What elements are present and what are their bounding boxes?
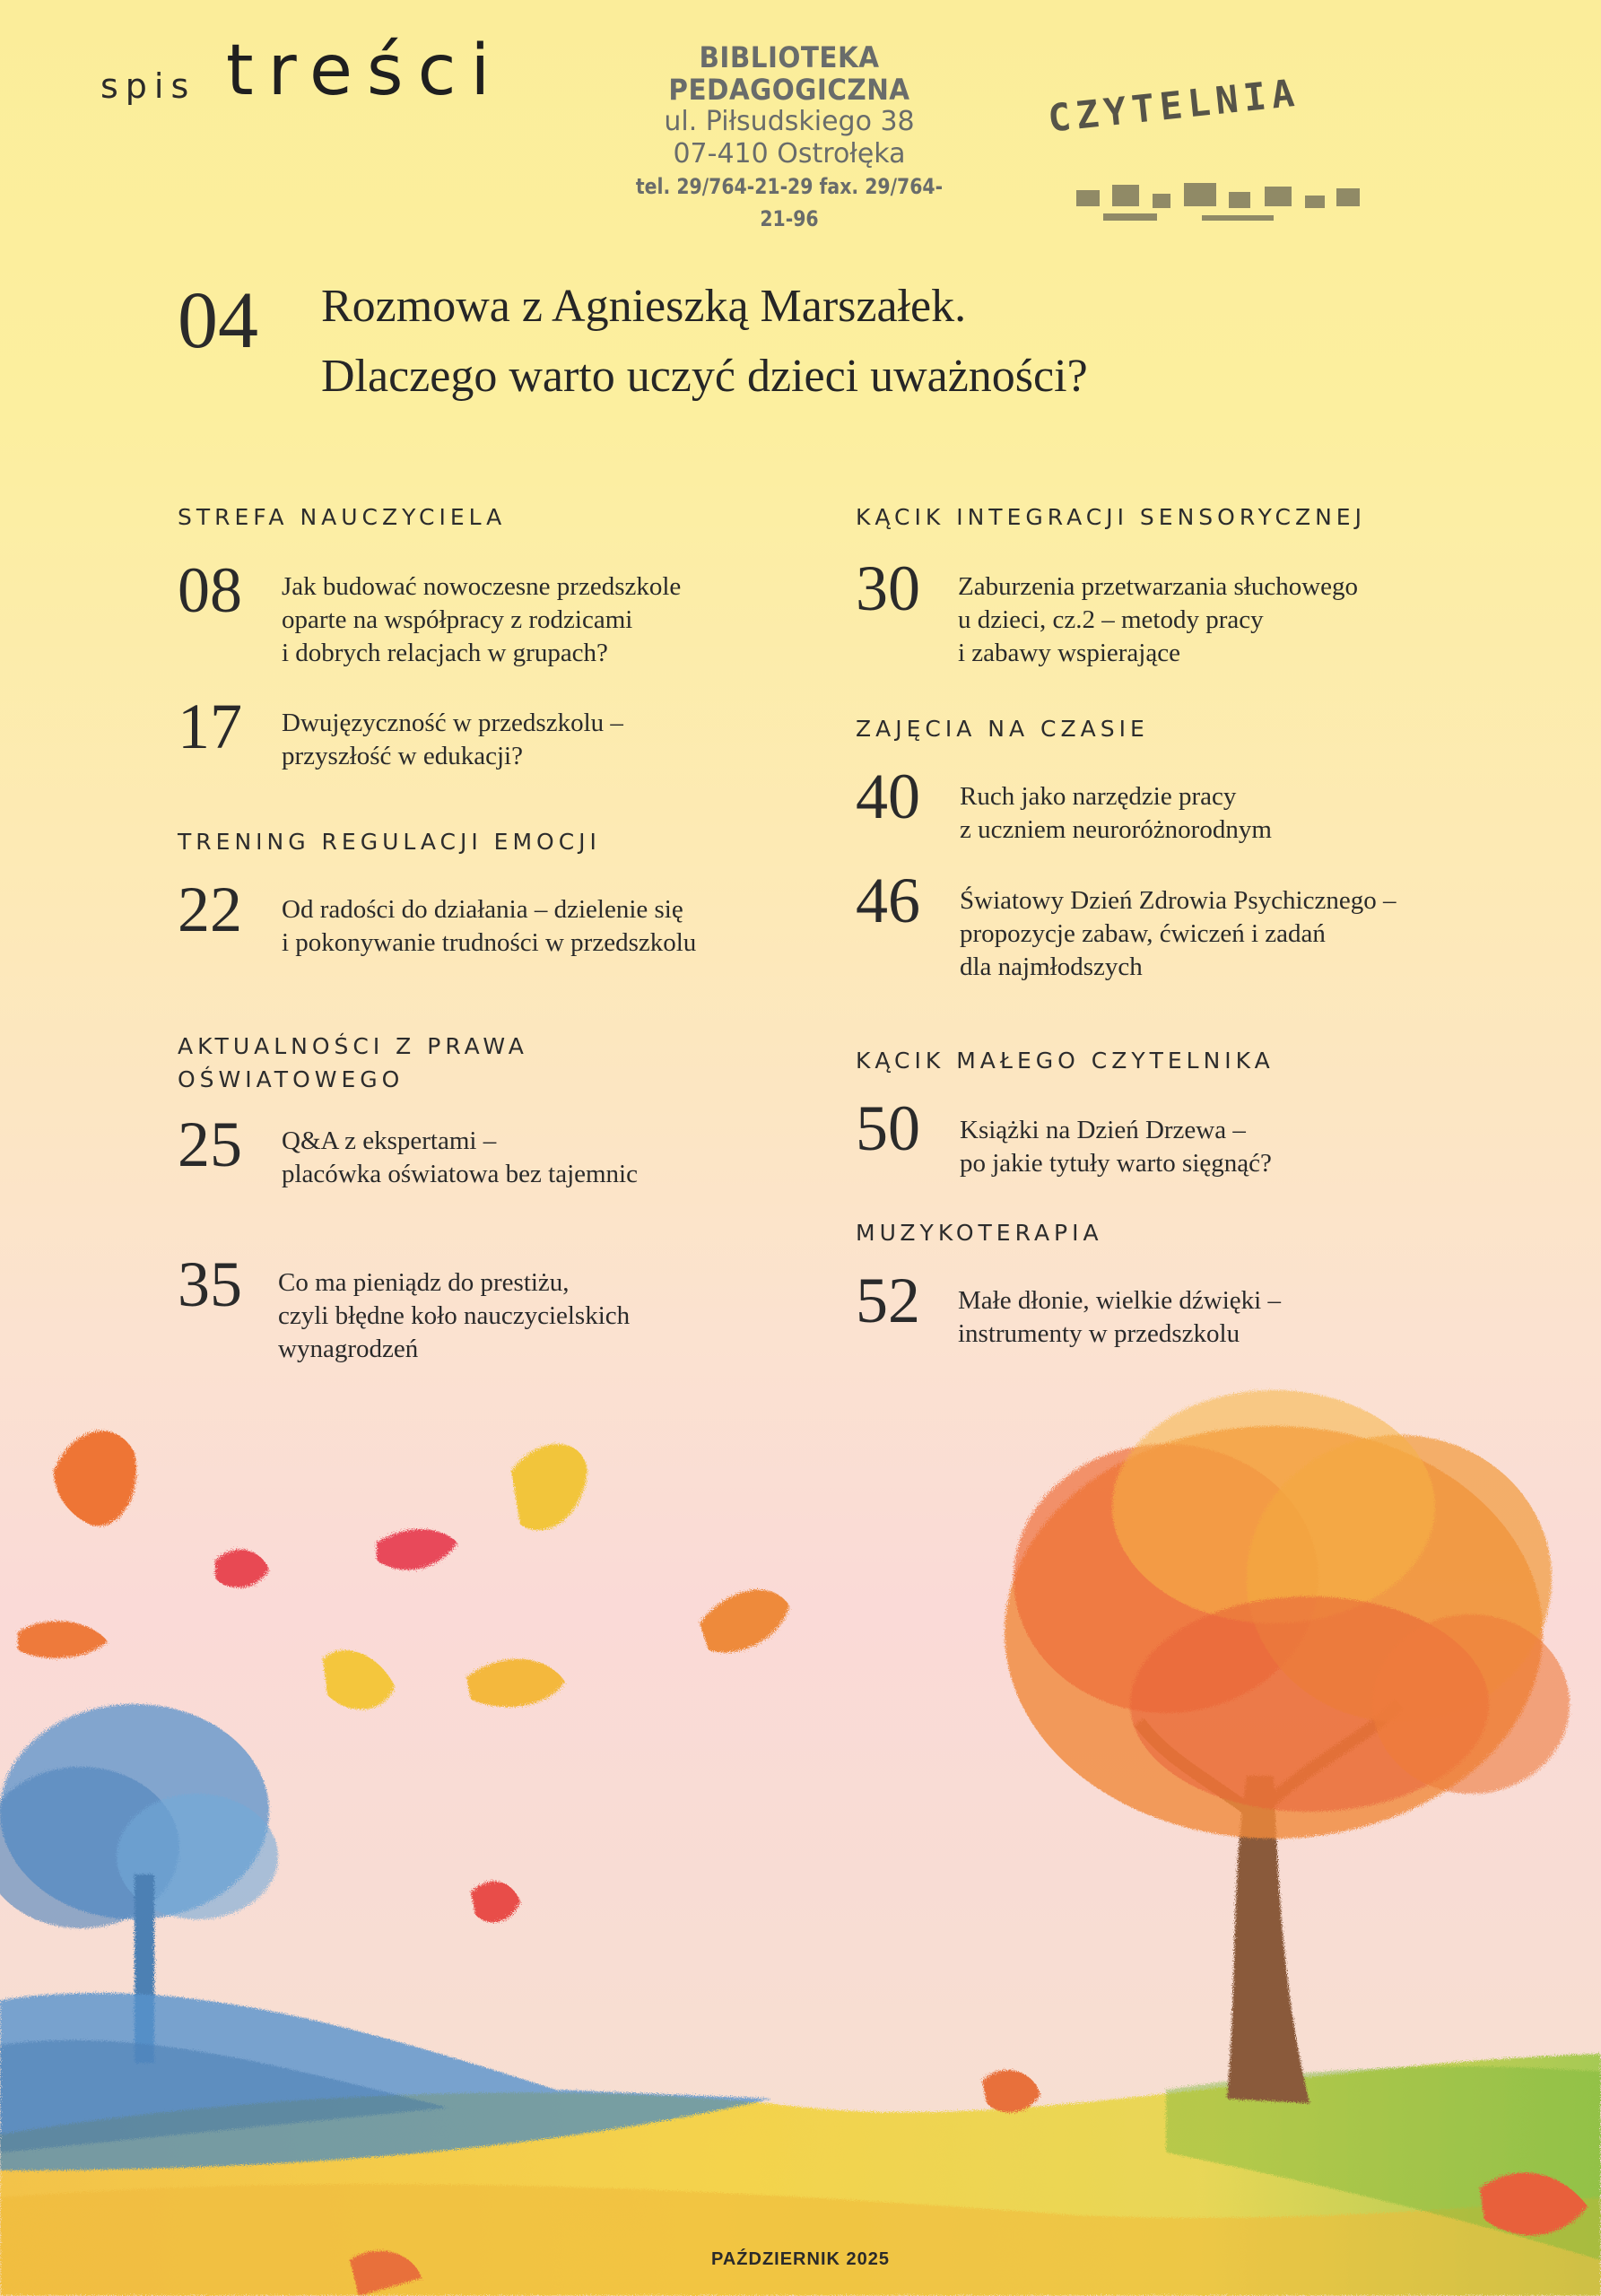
title-line: u dzieci, cz.2 – metody pracy	[958, 605, 1264, 634]
toc-page-number: 40	[856, 761, 920, 832]
toc-entry-title[interactable]	[282, 893, 696, 960]
lead-title-line-2: Dlaczego warto uczyć dzieci uważności?	[321, 351, 1088, 402]
title-line: Jak budować nowoczesne przedszkole	[282, 572, 682, 601]
title-line: czyli błędne koło nauczycielskich	[278, 1301, 631, 1330]
toc-page-number: 52	[856, 1265, 920, 1336]
stamp-smudge	[1067, 172, 1372, 235]
stamp-library-name: BIBLIOTEKA PEDAGOGICZNA	[668, 40, 910, 107]
toc-page-number: 50	[856, 1092, 920, 1164]
title-line: Od radości do działania – dzielenie się	[282, 895, 683, 924]
toc-entry-title[interactable]	[960, 1114, 1272, 1180]
stamp-phones: tel. 29/764-21-29 fax. 29/764-21-96	[635, 174, 944, 231]
header-tresci: treści	[226, 30, 505, 111]
section-zajecia-na-czasie: ZAJĘCIA NA CZASIE	[856, 716, 1149, 742]
title-line: i zabawy wspierające	[958, 639, 1180, 667]
lead-page-number: 04	[178, 276, 258, 365]
footer-issue-date: PAŹDZIERNIK 2025	[710, 2249, 890, 2269]
title-line: po jakie tytuły warto sięgnąć?	[960, 1149, 1272, 1178]
toc-entry-title[interactable]	[282, 570, 681, 670]
title-line: instrumenty w przedszkolu	[958, 1319, 1240, 1348]
title-line: dla najmłodszych	[960, 952, 1143, 981]
section-line: AKTUALNOŚCI Z PRAWA	[178, 1033, 528, 1059]
header-spis: spis	[100, 66, 196, 106]
toc-entry-title[interactable]	[960, 780, 1272, 847]
toc-page-number: 35	[178, 1248, 242, 1320]
lead-title-line-1: Rozmowa z Agnieszką Marszałek.	[321, 281, 967, 332]
section-muzykoterapia: MUZYKOTERAPIA	[856, 1220, 1103, 1246]
toc-page-number: 17	[178, 691, 242, 762]
title-line: Małe dłonie, wielkie dźwięki –	[958, 1286, 1281, 1315]
toc-page-number: 30	[856, 552, 920, 624]
title-line: z uczniem neuroróżnorodnym	[960, 815, 1272, 844]
section-aktualnosci-prawa	[178, 1030, 528, 1096]
stamp-city: 07-410 Ostrołęka	[673, 138, 906, 170]
section-kacik-integracji: KĄCIK INTEGRACJI SENSORYCZNEJ	[856, 504, 1366, 530]
title-line: Zaburzenia przetwarzania słuchowego	[958, 572, 1359, 601]
title-line: Q&A z ekspertami –	[282, 1126, 497, 1155]
toc-page-number: 08	[178, 554, 242, 626]
title-line: Co ma pieniądz do prestiżu,	[278, 1268, 570, 1297]
toc-page-number: 46	[856, 865, 920, 936]
title-line: oparte na współpracy z rodzicami	[282, 605, 633, 634]
toc-entry-title[interactable]	[282, 1125, 638, 1191]
toc-entry-title[interactable]	[958, 1284, 1281, 1351]
toc-entry-title[interactable]	[278, 1266, 630, 1366]
title-line: Światowy Dzień Zdrowia Psychicznego –	[960, 886, 1397, 915]
section-kacik-malego-czytelnika: KĄCIK MAŁEGO CZYTELNIKA	[856, 1048, 1275, 1074]
title-line: Książki na Dzień Drzewa –	[960, 1116, 1246, 1144]
toc-page-number: 25	[178, 1109, 242, 1180]
toc-page-number: 22	[178, 874, 242, 945]
toc-entry-title[interactable]	[960, 884, 1396, 984]
title-line: Ruch jako narzędzie pracy	[960, 782, 1237, 811]
title-line: przyszłość w edukacji?	[282, 742, 523, 770]
reading-room-stamp: CZYTELNIA	[1046, 70, 1302, 141]
toc-entry-title[interactable]	[958, 570, 1358, 670]
title-line: i dobrych relacjach w grupach?	[282, 639, 608, 667]
title-line: wynagrodzeń	[278, 1335, 419, 1363]
section-strefa-nauczyciela: STREFA NAUCZYCIELA	[178, 504, 507, 530]
toc-entry-title[interactable]	[282, 707, 623, 773]
title-line: propozycje zabaw, ćwiczeń i zadań	[960, 919, 1326, 948]
library-stamp	[601, 41, 978, 235]
section-trening-regulacji-emocji: TRENING REGULACJI EMOCJI	[178, 829, 601, 855]
title-line: i pokonywanie trudności w przedszkolu	[282, 928, 697, 957]
section-line: OŚWIATOWEGO	[178, 1066, 405, 1092]
stamp-street: ul. Piłsudskiego 38	[664, 106, 915, 137]
title-line: Dwujęzyczność w przedszkolu –	[282, 709, 623, 737]
title-line: placówka oświatowa bez tajemnic	[282, 1160, 638, 1188]
